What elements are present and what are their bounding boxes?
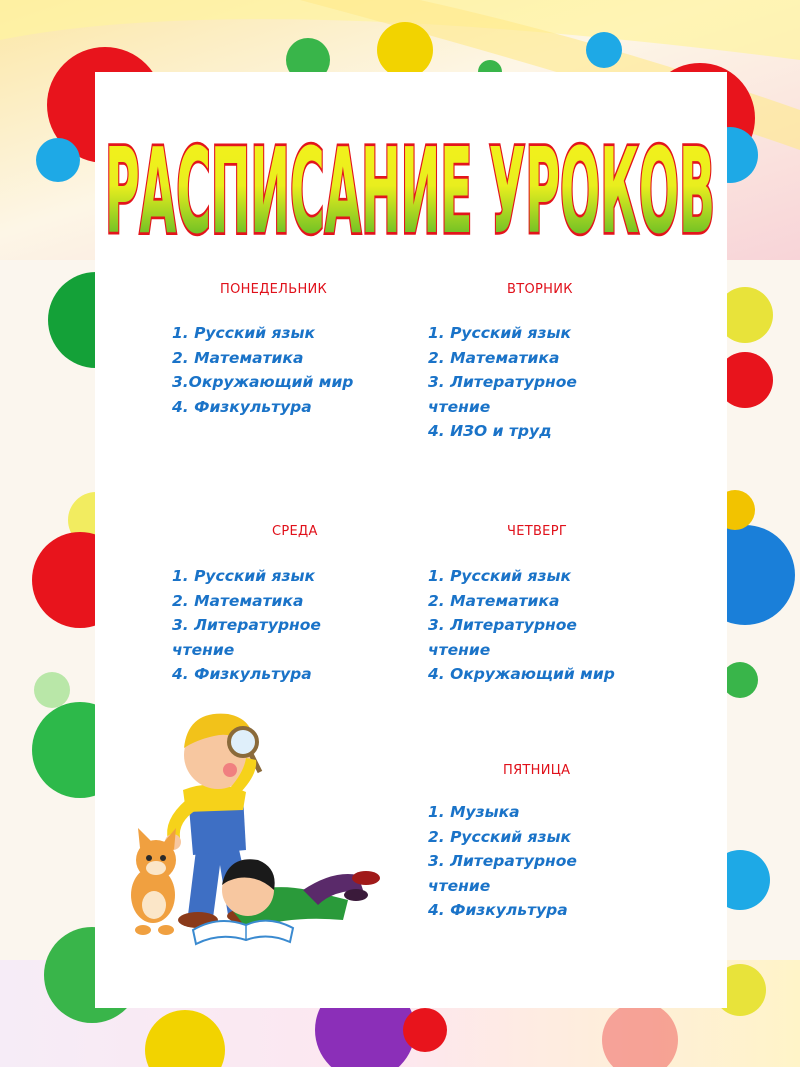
page-title [0,64,800,264]
list-item: 3. Литературное чтение [428,616,577,659]
title-text: РАСПИСАНИЕ УРОКОВ [104,124,715,261]
day-heading-wednesday: СРЕДА [272,524,318,539]
lesson-list-monday [172,321,353,419]
list-item: 3.Окружающий мир [172,373,354,391]
day-heading-friday: ПЯТНИЦА [503,763,571,778]
list-item: 2. Математика [428,348,560,367]
day-heading-tuesday: ВТОРНИК [507,282,573,297]
list-item: 1. Русский язык [428,324,572,342]
children-illustration [118,700,388,960]
list-item: 4. ИЗО и труд [428,422,552,440]
list-item: 2. Математика [172,591,304,610]
list-item: 4. Физкультура [172,665,312,683]
list-item: 1. Музыка [428,803,520,821]
lesson-list-friday [428,800,577,923]
list-item: 3. Литературное чтение [428,852,577,895]
list-item: 3. Литературное чтение [172,616,321,659]
list-item: 2. Русский язык [428,827,572,846]
list-item: 1. Русский язык [172,324,316,342]
list-item: 1. Русский язык [172,567,316,585]
list-item: 4. Физкультура [428,901,568,919]
day-heading-monday: ПОНЕДЕЛЬНИК [220,282,328,297]
lesson-list-thursday [428,564,615,687]
list-item: 3. Литературное чтение [428,373,577,416]
lesson-list-wednesday [172,564,321,687]
list-item: 1. Русский язык [428,567,572,585]
list-item: 2. Математика [172,348,304,367]
day-heading-thursday: ЧЕТВЕРГ [507,524,568,539]
list-item: 4. Физкультура [172,397,312,416]
list-item: 4. Окружающий мир [428,665,615,683]
lesson-list-tuesday [428,321,577,444]
list-item: 2. Математика [428,591,560,610]
